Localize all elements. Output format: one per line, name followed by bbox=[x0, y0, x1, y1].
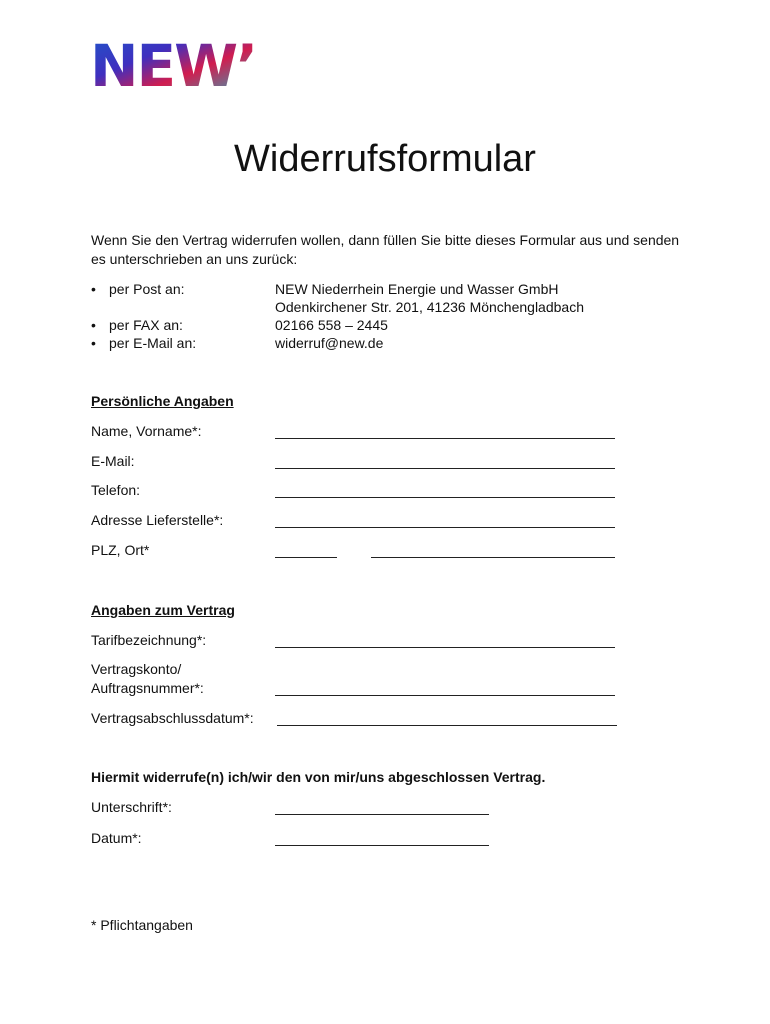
signature-field bbox=[91, 798, 631, 820]
declaration-text: Hiermit widerrufe(n) ich/wir den von mir/uns abgeschlossen Vertrag. bbox=[91, 769, 546, 785]
name-field bbox=[91, 422, 631, 444]
date-label: Datum*: bbox=[91, 830, 142, 846]
required-footnote: * Pflichtangaben bbox=[91, 917, 193, 933]
new-logo bbox=[90, 36, 260, 92]
phone-label: Telefon: bbox=[91, 482, 141, 498]
post-address-line1: NEW Niederrhein Energie und Wasser GmbH bbox=[275, 281, 559, 297]
email-address[interactable]: widerruf@new.de bbox=[275, 335, 384, 351]
contact-fax bbox=[91, 316, 711, 335]
signature-label: Unterschrift*: bbox=[91, 799, 172, 815]
bullet: • bbox=[91, 317, 96, 333]
email-field-label: E-Mail: bbox=[91, 453, 135, 469]
phone-input-line[interactable] bbox=[275, 497, 615, 498]
contact-post bbox=[91, 280, 711, 299]
contract-date-input-line[interactable] bbox=[277, 725, 617, 726]
date-field bbox=[91, 829, 631, 851]
address-input-line[interactable] bbox=[275, 527, 615, 528]
contract-date-label: Vertragsabschlussdatum*: bbox=[91, 710, 254, 726]
address-label: Adresse Lieferstelle*: bbox=[91, 512, 224, 528]
page-title: Widerrufsformular bbox=[234, 138, 536, 180]
tariff-input-line[interactable] bbox=[275, 647, 615, 648]
tariff-field bbox=[91, 631, 631, 653]
account-field bbox=[91, 660, 631, 702]
section-heading-personal: Persönliche Angaben bbox=[91, 393, 234, 409]
account-label-line1: Vertragskonto/ bbox=[91, 661, 182, 677]
name-input-line[interactable] bbox=[275, 438, 615, 439]
address-field bbox=[91, 511, 631, 533]
post-label: per Post an: bbox=[109, 281, 185, 297]
zip-city-field bbox=[91, 541, 631, 563]
email-field bbox=[91, 452, 631, 474]
intro-text: Wenn Sie den Vertrag widerrufen wollen, dann füllen Sie bitte dieses Formular aus und senden es unterschrieben an uns zurück: bbox=[91, 232, 680, 267]
svg-text:NEW’: NEW’ bbox=[90, 36, 257, 92]
contact-post-line2 bbox=[91, 298, 711, 317]
date-input-line[interactable] bbox=[275, 845, 489, 846]
bullet: • bbox=[91, 335, 96, 351]
account-label-line2: Auftragsnummer*: bbox=[91, 680, 204, 696]
email-label: per E-Mail an: bbox=[109, 335, 197, 351]
fax-number: 02166 558 – 2445 bbox=[275, 317, 388, 333]
fax-label: per FAX an: bbox=[109, 317, 183, 333]
email-input-line[interactable] bbox=[275, 468, 615, 469]
zip-input-line[interactable] bbox=[275, 557, 337, 558]
account-input-line[interactable] bbox=[275, 695, 615, 696]
signature-input-line[interactable] bbox=[275, 814, 489, 815]
tariff-label: Tarifbezeichnung*: bbox=[91, 632, 207, 648]
contact-email bbox=[91, 334, 711, 353]
city-input-line[interactable] bbox=[371, 557, 615, 558]
contract-date-field bbox=[91, 709, 631, 731]
zip-city-label: PLZ, Ort* bbox=[91, 542, 150, 558]
name-label: Name, Vorname*: bbox=[91, 423, 202, 439]
section-heading-contract: Angaben zum Vertrag bbox=[91, 602, 235, 618]
post-address-line2: Odenkirchener Str. 201, 41236 Mönchengladbach bbox=[275, 299, 584, 315]
bullet: • bbox=[91, 281, 96, 297]
phone-field bbox=[91, 481, 631, 503]
